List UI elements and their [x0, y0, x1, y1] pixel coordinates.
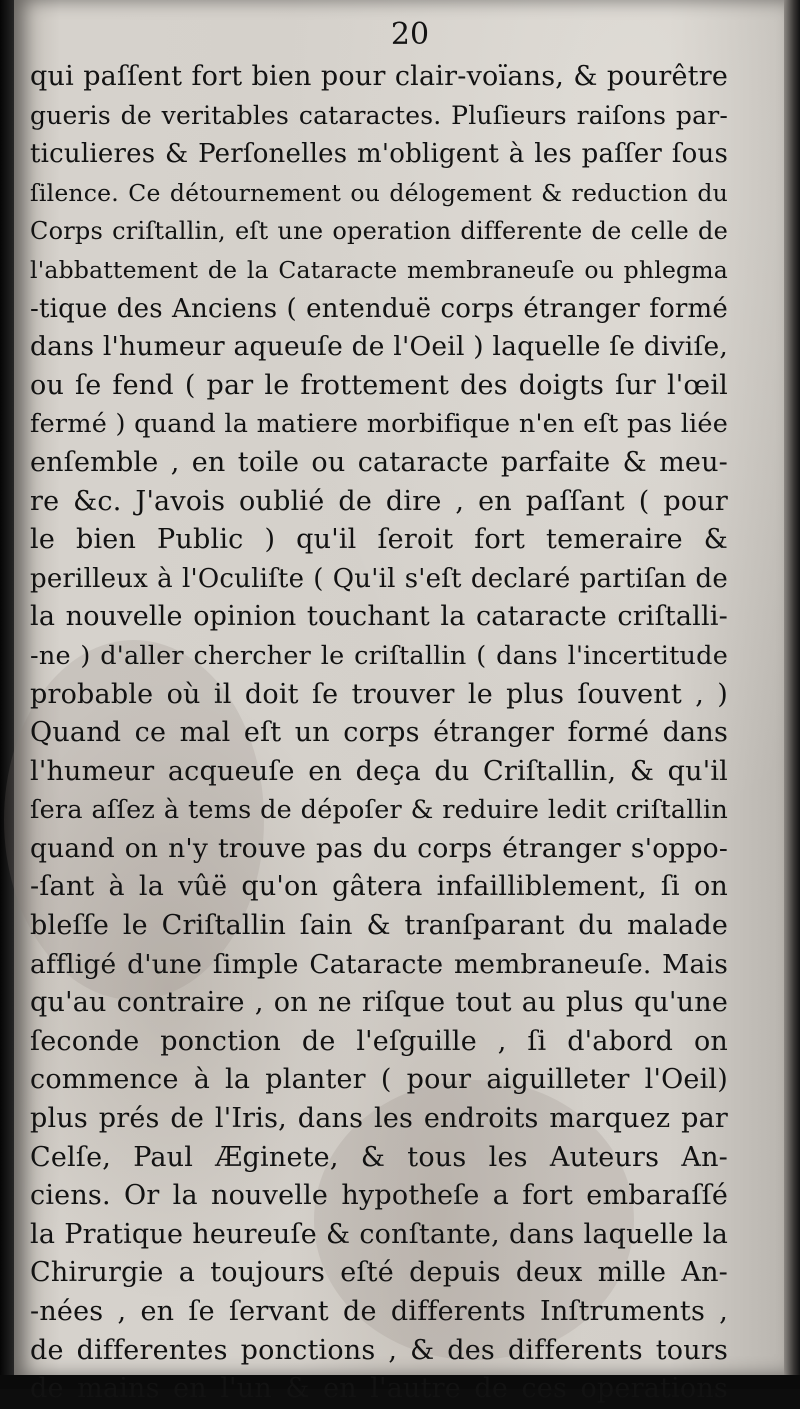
text-line: Quand ce mal eſt un corps étranger formé dans	[30, 714, 728, 753]
text-line: fermé ) quand la matiere morbifique n'en eſt pas liée	[30, 405, 728, 444]
text-line: probable où il doit ſe trouver le plus ſouvent , )	[30, 676, 728, 715]
text-line: de differentes ponctions , & des differents tours	[30, 1332, 728, 1371]
text-line: -nées , en ſe ſervant de differents Inſtruments ,	[30, 1293, 728, 1332]
text-line: ſilence. Ce détournement ou délogement & reduction du	[30, 174, 728, 213]
text-line: enſemble , en toile ou cataracte parfaite & meu-	[30, 444, 728, 483]
text-line: de mains en l'un & en l'autre de ces operations	[30, 1370, 728, 1409]
text-line: ciens. Or la nouvelle hypotheſe a fort embaraſſé	[30, 1177, 728, 1216]
text-line: commence à la planter ( pour aiguilleter l'Oeil)	[30, 1061, 728, 1100]
text-line: ſeconde ponction de l'eſguille , ſi d'abord on	[30, 1023, 728, 1062]
text-line: affligé d'une ſimple Cataracte membraneuſe. Mais	[30, 946, 728, 985]
text-line: Celſe, Paul Æginete, & tous les Auteurs An-	[30, 1139, 728, 1178]
text-line: bleſſe le Criſtallin ſain & tranſparant du malade	[30, 907, 728, 946]
text-line: -tique des Anciens ( entenduë corps étranger formé	[30, 290, 728, 329]
text-line: le bien Public ) qu'il ſeroit fort temeraire &	[30, 521, 728, 560]
text-line: la nouvelle opinion touchant la cataracte criſtalli-	[30, 598, 728, 637]
text-line: l'abbattement de la Cataracte membraneuſe ou phlegma	[30, 251, 728, 290]
text-line: Chirurgie a toujours eſté depuis deux mille An-	[30, 1254, 728, 1293]
page-number: 20	[380, 20, 440, 50]
text-line: ou ſe fend ( par le frottement des doigts ſur l'œil	[30, 367, 728, 406]
page-edge-shadow	[784, 0, 800, 1389]
text-line: perilleux à l'Oculiſte ( Qu'il s'eſt declaré partiſan de	[30, 560, 728, 599]
text-line: ticulieres & Perſonelles m'obligent à les paſſer ſous	[30, 135, 728, 174]
body-text	[30, 58, 728, 1409]
text-line: -ſant à la vûë qu'on gâtera infailliblement, ſi on	[30, 868, 728, 907]
text-line: dans l'humeur aqueuſe de l'Oeil ) laquelle ſe diviſe,	[30, 328, 728, 367]
text-line: la Pratique heureuſe & conſtante, dans laquelle la	[30, 1216, 728, 1255]
text-line: l'humeur acqueuſe en deça du Criſtallin, & qu'il	[30, 753, 728, 792]
text-line: Corps criſtallin, eſt une operation differente de celle de	[30, 212, 728, 251]
text-line: plus prés de l'Iris, dans les endroits marquez par	[30, 1100, 728, 1139]
text-line: -ne ) d'aller chercher le criſtallin ( dans l'incertitude	[30, 637, 728, 676]
text-line: quand on n'y trouve pas du corps étranger s'oppo-	[30, 830, 728, 869]
text-line: gueris de veritables cataractes. Pluſieurs raiſons par-	[30, 97, 728, 136]
text-line: re &c. J'avois oublié de dire , en paſſant ( pour	[30, 483, 728, 522]
text-line: qui paſſent fort bien pour clair-voïans, & pourêtre	[30, 58, 728, 97]
text-line: qu'au contraire , on ne riſque tout au plus qu'une	[30, 984, 728, 1023]
text-line: ſera aſſez à tems de dépoſer & reduire ledit criſtallin	[30, 791, 728, 830]
